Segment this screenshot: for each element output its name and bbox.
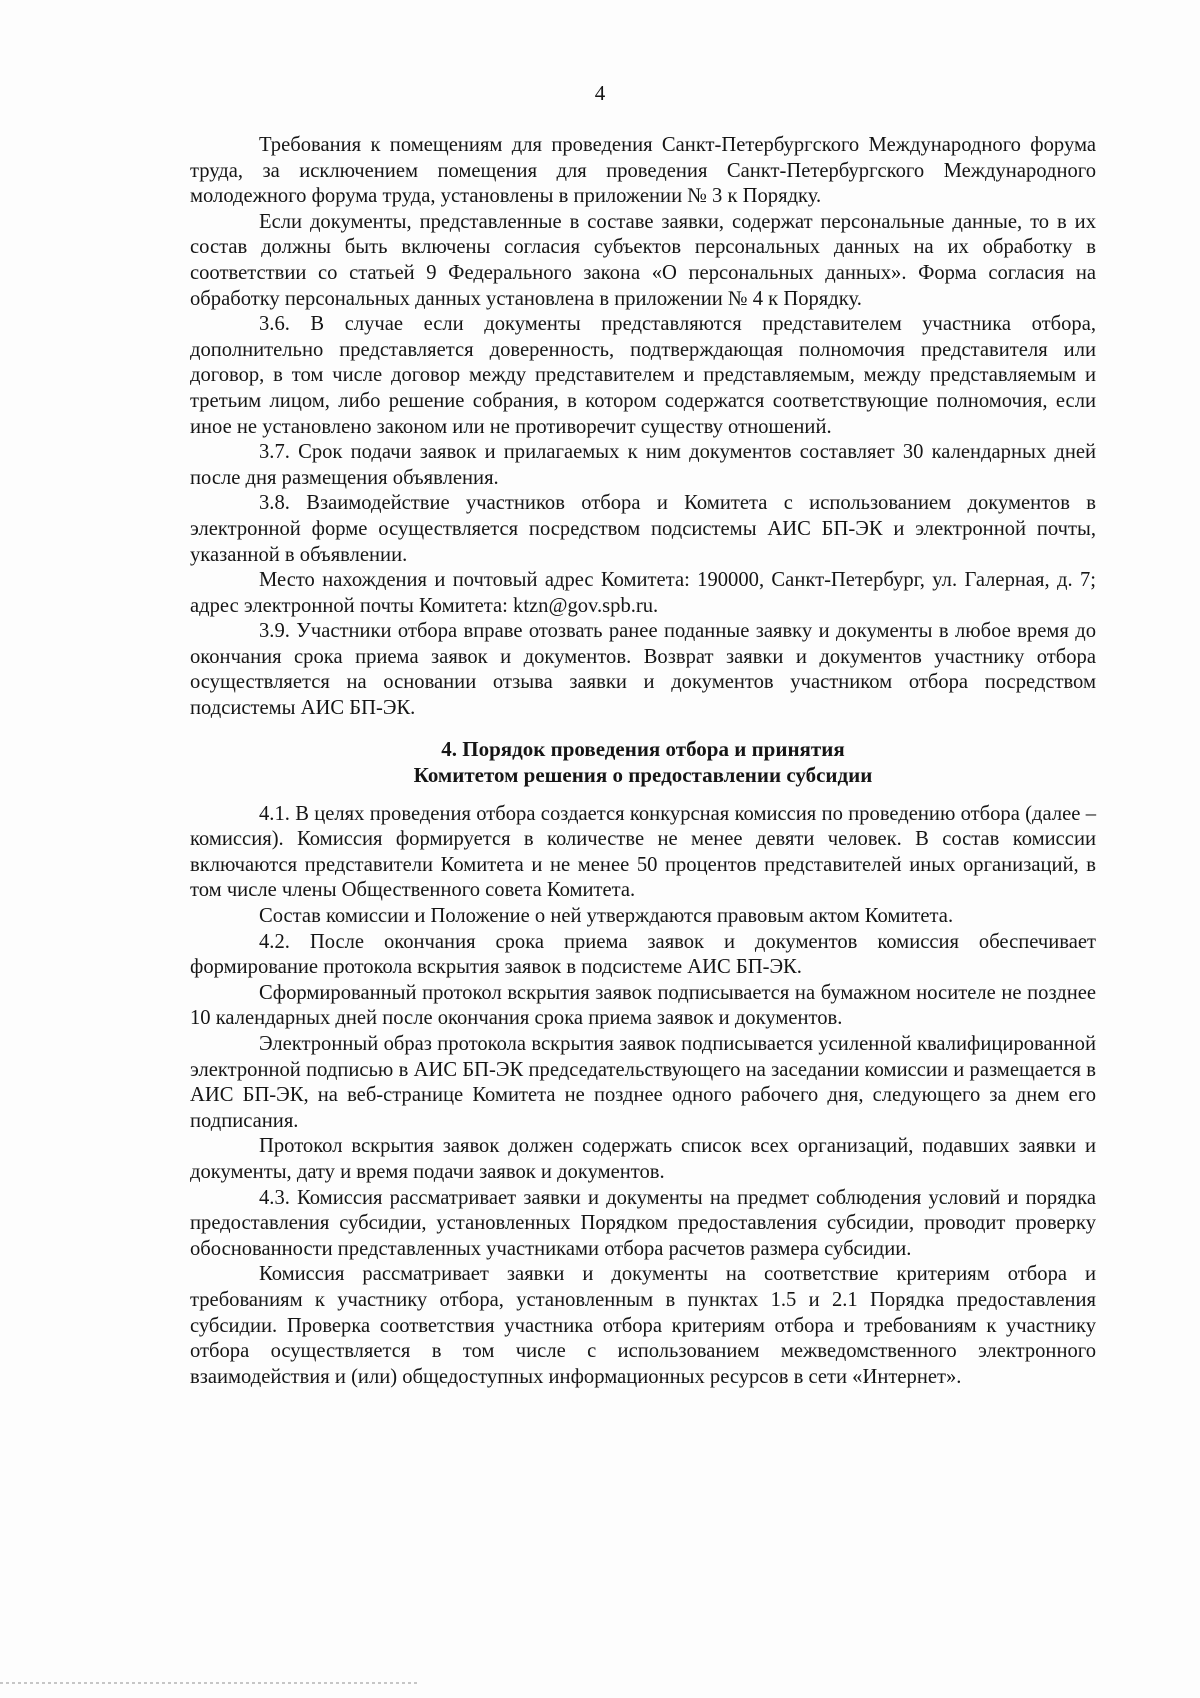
paragraph-electronic-protocol: Электронный образ протокола вскрытия заявок подписывается усиленной квалифицированной электронной подписью в АИС БП-ЭК председательствующего на заседании комиссии и размещается в АИС БП-ЭК, на веб-странице Комитета не позднее одного рабочего дня, следующего за днем его подписания. — [190, 1033, 1096, 1132]
paragraph-4-2: 4.2. После окончания срока приема заявок и документов комиссия обеспечивает формирование протокола вскрытия заявок в подсистеме АИС БП-ЭК. — [190, 930, 1096, 979]
paragraph-3-9: 3.9. Участники отбора вправе отозвать ранее поданные заявку и документы в любое время до окончания срока приема заявок и документов. Возврат заявки и документов участнику отбора осуществляется на основании отзыва заявки и документов участником отбора посредством подсистемы АИС БП-ЭК. — [190, 620, 1096, 720]
paragraph-protocol-signing: Сформированный протокол вскрытия заявок подписывается на бумажном носителе не позднее 10 календарных дней после окончания срока приема заявок и документов. — [190, 981, 1096, 1030]
section-heading-line-2: Комитетом решения о предоставлении субсидии — [413, 762, 873, 787]
document-body — [190, 133, 1096, 1390]
page-number: 4 — [594, 81, 606, 105]
scan-edge-artifact — [0, 1682, 420, 1684]
paragraph-4-3: 4.3. Комиссия рассматривает заявки и документы на предмет соблюдения условий и порядка предоставления субсидии, установленных Порядком предоставления субсидии, проводит проверку обоснованности представленных участниками отбора расчетов размера субсидии. — [190, 1186, 1096, 1260]
paragraph-committee-address: Место нахождения и почтовый адрес Комитета: 190000, Санкт-Петербург, ул. Галерная, д. 7; адрес электронной почты Комитета: ktzn@gov.spb.ru. — [190, 569, 1096, 617]
paragraph-commission-composition: Состав комиссии и Положение о ней утверждаются правовым актом Комитета. — [259, 905, 954, 928]
paragraph-3-7: 3.7. Срок подачи заявок и прилагаемых к ним документов составляет 30 календарных дней после дня размещения объявления. — [190, 441, 1096, 489]
paragraph-criteria-review: Комиссия рассматривает заявки и документы на соответствие критериям отбора и требованиям к участнику отбора, установленным в пунктах 1.5 и 2.1 Порядка предоставления субсидии. Проверка соответствия участника отбора критериям отбора и требованиям к участнику отбора осуществляется в том числе с использованием межведомственного электронного взаимодействия и (или) общедоступных информационных ресурсов в сети «Интернет». — [190, 1263, 1096, 1388]
paragraph-4-1: 4.1. В целях проведения отбора создается конкурсная комиссия по проведению отбора (далее – комиссия). Комиссия формируется в количестве не менее девяти человек. В состав комиссии включаются представители Комитета и не менее 50 процентов представителей иных организаций, в том числе члены Общественного совета Комитета. — [190, 802, 1096, 902]
section-heading-4 — [190, 736, 1096, 788]
section-heading-line-1: 4. Порядок проведения отбора и принятия — [441, 736, 845, 761]
paragraph-personal-data: Если документы, представленные в составе заявки, содержат персональные данные, то в их состав должны быть включены согласия субъектов персональных данных на их обработку в соответствии со статьей 9 Федерального закона «О персональных данных». Форма согласия на обработку персональных данных установлена в приложении № 4 к Порядку. — [190, 210, 1096, 310]
paragraph-3-6: 3.6. В случае если документы представляются представителем участника отбора, дополнительно представляется доверенность, подтверждающая полномочия представителя или договор, в том числе договор между представителем и представляемым, между представляемым и третьим лицом, либо решение собрания, в котором содержатся соответствующие полномочия, если иное не установлено законом или не противоречит существу отношений. — [190, 313, 1096, 438]
paragraph-protocol-contents: Протокол вскрытия заявок должен содержать список всех организаций, подавших заявки и документы, дату и время подачи заявок и документов. — [190, 1135, 1096, 1183]
paragraph-3-8: 3.8. Взаимодействие участников отбора и Комитета с использованием документов в электронной форме осуществляется посредством подсистемы АИС БП-ЭК и электронной почты, указанной в объявлении. — [190, 492, 1096, 566]
paragraph-premises-requirements: Требования к помещениям для проведения Санкт-Петербургского Международного форума труда, за исключением помещения для проведения Санкт-Петербургского Международного молодежного форума труда, установлены в приложении № 3 к Порядку. — [190, 134, 1096, 208]
